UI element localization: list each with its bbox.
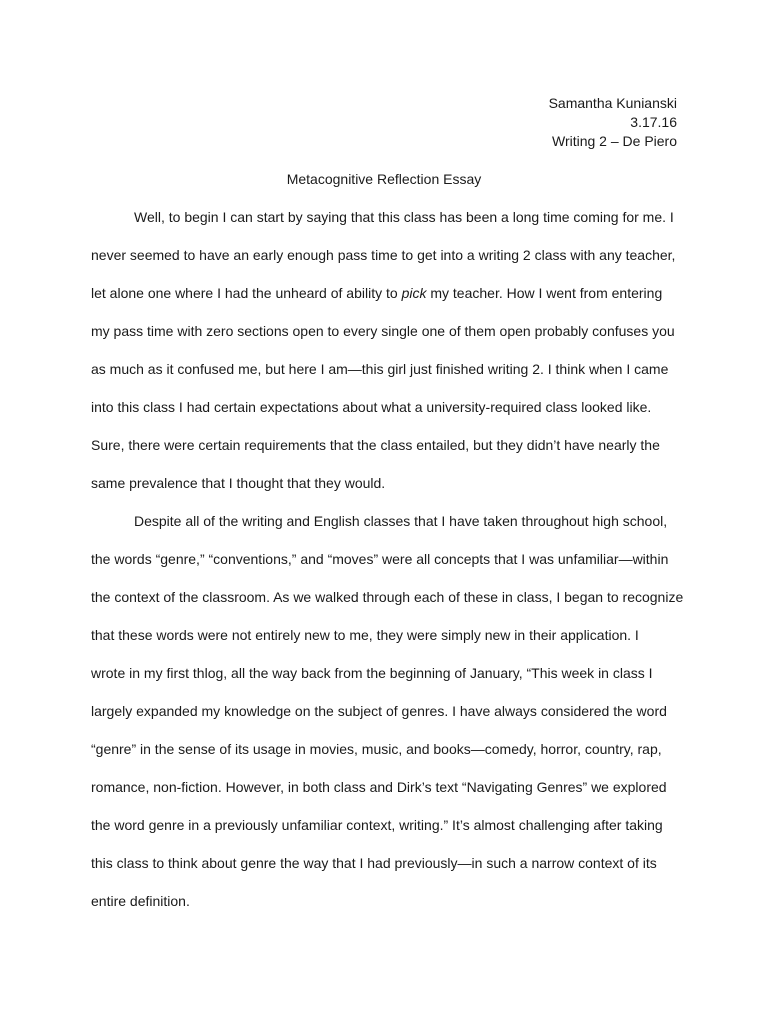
paragraph-1-line-3-part-1: let alone one where I had the unheard of ability to: [91, 285, 402, 301]
paragraph-2-line-11: entire definition.: [91, 893, 190, 909]
paragraph-1-line-5: as much as it confused me, but here I am—this girl just finished writing 2. I think when I came: [91, 361, 669, 377]
paragraph-2-line-4: that these words were not entirely new to me, they were simply new in their application. I: [91, 627, 639, 643]
paragraph-1-line-3-part-2: my teacher. How I went from entering: [426, 285, 663, 301]
emphasized-word: pick: [401, 285, 427, 301]
paragraph-1-line-4: my pass time with zero sections open to every single one of them open probably confuses you: [91, 323, 675, 339]
paragraph-2-line-7: “genre” in the sense of its usage in movies, music, and books—comedy, horror, country, rap,: [91, 741, 662, 757]
paragraph-1-line-2: never seemed to have an early enough pass time to get into a writing 2 class with any teacher,: [91, 247, 676, 263]
paragraph-2-line-1: Despite all of the writing and English classes that I have taken throughout high school,: [134, 513, 668, 529]
paragraph-2-line-5: wrote in my first thlog, all the way back from the beginning of January, “This week in class I: [91, 665, 653, 681]
paragraph-1-line-1: Well, to begin I can start by saying that this class has been a long time coming for me. I: [134, 209, 674, 225]
paragraph-2-line-10: this class to think about genre the way that I had previously—in such a narrow context of its: [91, 855, 657, 871]
paragraph-1-line-8: same prevalence that I thought that they would.: [91, 475, 386, 491]
essay-title: Metacognitive Reflection Essay: [286, 171, 482, 187]
paragraph-2-line-2: the words “genre,” “conventions,” and “moves” were all concepts that I was unfamiliar—within: [91, 551, 669, 567]
paragraph-2-line-6: largely expanded my knowledge on the subject of genres. I have always considered the word: [91, 703, 667, 719]
paragraph-1-line-3: [91, 284, 662, 303]
paragraph-1-line-6: into this class I had certain expectations about what a university-required class looked like.: [91, 399, 652, 415]
paragraph-2-line-9: the word genre in a previously unfamiliar context, writing.” It’s almost challenging after taking: [91, 817, 663, 833]
paragraph-2-line-8: romance, non-fiction. However, in both class and Dirk’s text “Navigating Genres” we explored: [91, 779, 667, 795]
essay-date: 3.17.16: [630, 114, 677, 130]
header-block: [549, 94, 677, 151]
paragraph-2-line-3: the context of the classroom. As we walked through each of these in class, I began to recognize: [91, 589, 684, 605]
paragraph-1-line-7: Sure, there were certain requirements that the class entailed, but they didn’t have nearly the: [91, 437, 660, 453]
author-name: Samantha Kunianski: [548, 95, 677, 111]
course-name: Writing 2 – De Piero: [551, 133, 677, 149]
